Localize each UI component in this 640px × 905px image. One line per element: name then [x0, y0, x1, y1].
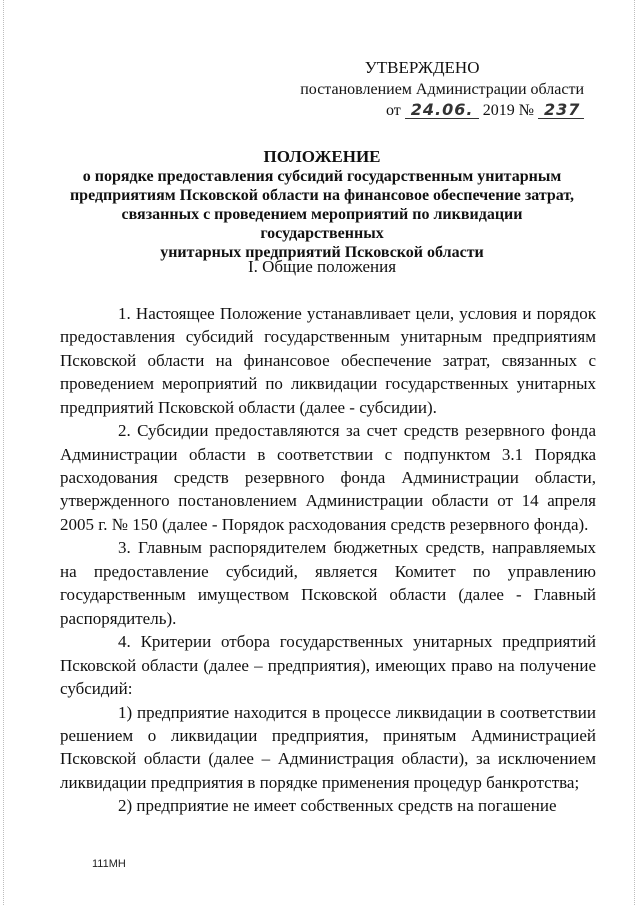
- title-line: связанных с проведением мероприятий по ликвидации государственных: [121, 206, 523, 242]
- title-line: унитарных предприятий Псковской области: [160, 244, 484, 261]
- scan-edge-left: [3, 0, 6, 905]
- paragraph-2: 2. Субсидии предоставляются за счет средств резервного фонда Администрации области в соответствии с подпунктом 3.1 Порядка расходования средств резервного фонда Администрации области, утвержденного постановлением Администрации области от 14 апреля 2005 г. № 150 (далее - Порядок расходования средств резервного фонда).: [60, 421, 596, 534]
- document-body: [60, 302, 596, 818]
- approval-heading: УТВЕРЖДЕНО: [364, 58, 480, 77]
- approval-stamp: [300, 58, 584, 121]
- paragraph-1: 1. Настоящее Положение устанавливает цели, условия и порядок предоставления субсидий государственным унитарным предприятиям Псковской области на финансовое обеспечение затрат, связанных с проведением мероприятий по ликвидации государственных унитарных предприятий Псковской области (далее - субсидии).: [60, 304, 596, 417]
- approval-year: 2019 №: [482, 102, 534, 119]
- paragraph-4-1: 1) предприятие находится в процессе ликвидации в соответствии решением о ликвидации предприятия, принятым Администрацией Псковской области (далее – Администрация области), за исключением ликвидации предприятия в порядке применения процедур банкротства;: [60, 702, 596, 792]
- approval-authority: постановлением Администрации области: [300, 81, 584, 98]
- approval-prefix: от: [385, 102, 401, 119]
- section-heading: I. Общие положения: [247, 257, 397, 276]
- footer-code: 111МН: [92, 858, 126, 870]
- paragraph-3: 3. Главным распорядителем бюджетных средств, направляемых на предоставление субсидий, является Комитет по управлению государственным имуществом Псковской области (далее - Главный распорядитель).: [60, 538, 596, 628]
- paragraph-4: 4. Критерии отбора государственных унитарных предприятий Псковской области (далее – предприятия), имеющих право на получение субсидий:: [60, 632, 596, 699]
- approval-date-line: [300, 101, 584, 121]
- title-line: предприятиям Псковской области на финансовое обеспечение затрат,: [69, 187, 575, 204]
- title-line: о порядке предоставления субсидий государственным унитарным: [82, 168, 562, 185]
- paragraph-4-2: 2) предприятие не имеет собственных средств на погашение: [118, 796, 557, 816]
- handwritten-date: 24.06.: [405, 102, 479, 119]
- scan-edge-right: [634, 0, 637, 905]
- title-main: ПОЛОЖЕНИЕ: [263, 147, 381, 166]
- document-title: [60, 147, 584, 262]
- handwritten-number: 237: [538, 102, 584, 119]
